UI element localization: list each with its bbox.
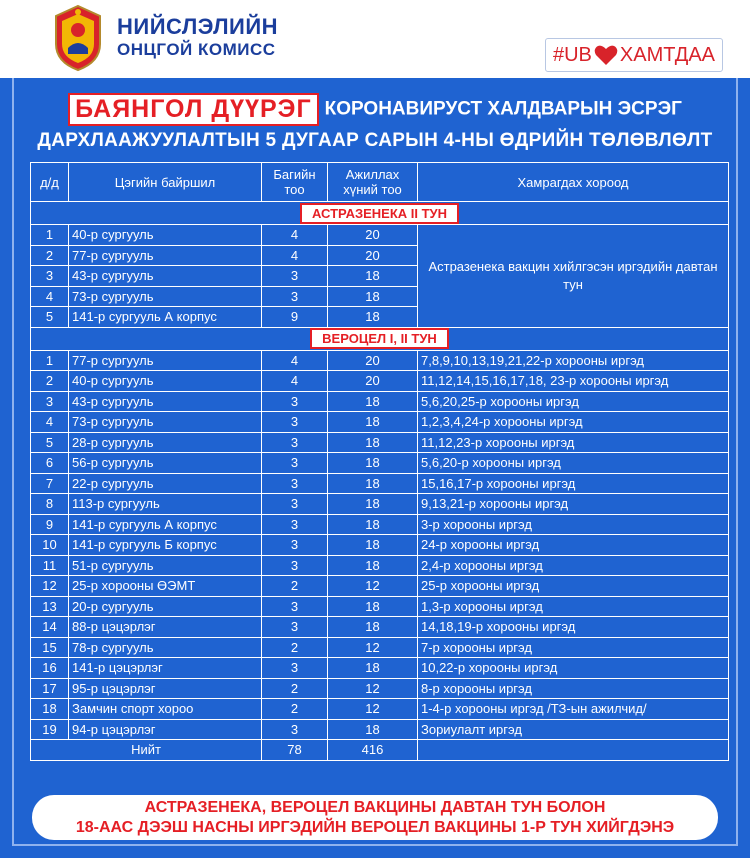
row-coverage: Астразенека вакцин хийлгэсэн иргэдийн давтан тун [418, 225, 729, 328]
row-workers: 18 [328, 453, 418, 474]
row-workers: 12 [328, 678, 418, 699]
col-header-location: Цэгийн байршил [69, 163, 262, 202]
row-teams: 3 [262, 473, 328, 494]
table-row [31, 494, 729, 515]
row-coverage: 9,13,21-р хорооны иргэд [418, 494, 729, 515]
row-teams: 3 [262, 494, 328, 515]
row-number: 4 [31, 286, 69, 307]
row-teams: 3 [262, 514, 328, 535]
section-header-verocell [31, 327, 729, 350]
row-workers: 12 [328, 699, 418, 720]
org-title-line2: ОНЦГОЙ КОМИСС [117, 40, 276, 59]
row-number: 18 [31, 699, 69, 720]
row-teams: 9 [262, 307, 328, 328]
row-number: 11 [31, 555, 69, 576]
total-teams: 78 [262, 740, 328, 761]
row-number: 2 [31, 245, 69, 266]
row-location: 94-р цэцэрлэг [69, 719, 262, 740]
row-location: Замчин спорт хороо [69, 699, 262, 720]
hashtag-right: ХАМТДАА [619, 43, 716, 66]
col-header-workers: Ажиллах хүний тоо [328, 163, 418, 202]
table-row [31, 658, 729, 679]
footer-banner [32, 795, 718, 840]
row-number: 5 [31, 307, 69, 328]
table-row [31, 514, 729, 535]
row-number: 19 [31, 719, 69, 740]
row-coverage: 7-р хорооны иргэд [418, 637, 729, 658]
row-coverage: 2,4-р хорооны иргэд [418, 555, 729, 576]
row-teams: 3 [262, 555, 328, 576]
org-title-line1: НИЙСЛЭЛИЙН [117, 14, 279, 39]
row-teams: 3 [262, 596, 328, 617]
heart-icon [594, 44, 618, 66]
row-number: 16 [31, 658, 69, 679]
row-number: 1 [31, 350, 69, 371]
row-workers: 18 [328, 494, 418, 515]
row-location: 141-р сургууль А корпус [69, 307, 262, 328]
hashtag-badge [545, 38, 723, 72]
row-workers: 18 [328, 307, 418, 328]
row-coverage: 5,6,20-р хорооны иргэд [418, 453, 729, 474]
row-location: 77-р сургууль [69, 245, 262, 266]
table-row [31, 535, 729, 556]
row-number: 12 [31, 576, 69, 597]
table-row [31, 371, 729, 392]
row-number: 3 [31, 391, 69, 412]
footer-line2: 18-ААС ДЭЭШ НАСНЫ ИРГЭДИЙН ВЕРОЦЕЛ ВАКЦИНЫ 1-Р ТУН ХИЙГДЭНЭ [75, 819, 675, 836]
row-teams: 3 [262, 453, 328, 474]
table-row [31, 617, 729, 638]
row-location: 22-р сургууль [69, 473, 262, 494]
row-location: 43-р сургууль [69, 391, 262, 412]
row-number: 9 [31, 514, 69, 535]
row-workers: 20 [328, 371, 418, 392]
col-header-teams: Багийн тоо [262, 163, 328, 202]
col-header-no: д/д [31, 163, 69, 202]
header-bar [0, 0, 750, 78]
row-location: 51-р сургууль [69, 555, 262, 576]
district-badge: БАЯНГОЛ ДҮҮРЭГ [68, 93, 319, 126]
row-coverage: Зориулалт иргэд [418, 719, 729, 740]
row-location: 43-р сургууль [69, 266, 262, 287]
row-teams: 4 [262, 245, 328, 266]
row-coverage: 10,22-р хорооны иргэд [418, 658, 729, 679]
total-workers: 416 [328, 740, 418, 761]
table-row [31, 350, 729, 371]
row-teams: 4 [262, 371, 328, 392]
row-workers: 18 [328, 391, 418, 412]
row-teams: 3 [262, 391, 328, 412]
row-coverage: 11,12,23-р хорооны иргэд [418, 432, 729, 453]
table-row [31, 576, 729, 597]
row-workers: 18 [328, 617, 418, 638]
row-location: 28-р сургууль [69, 432, 262, 453]
row-location: 95-р цэцэрлэг [69, 678, 262, 699]
table-row [31, 678, 729, 699]
total-row [31, 740, 729, 761]
table-header-row [31, 163, 729, 202]
row-teams: 3 [262, 617, 328, 638]
table-row [31, 699, 729, 720]
title-rest: КОРОНАВИРУСТ ХАЛДВАРЫН ЭСРЭГ [324, 98, 682, 120]
row-teams: 4 [262, 225, 328, 246]
row-coverage: 7,8,9,10,13,19,21,22-р хорооны иргэд [418, 350, 729, 371]
row-location: 77-р сургууль [69, 350, 262, 371]
row-location: 113-р сургууль [69, 494, 262, 515]
row-teams: 3 [262, 658, 328, 679]
table-row [31, 596, 729, 617]
table-row [31, 473, 729, 494]
city-emblem-icon [50, 4, 106, 72]
row-number: 10 [31, 535, 69, 556]
row-teams: 3 [262, 286, 328, 307]
table-row [31, 637, 729, 658]
row-coverage: 5,6,20,25-р хорооны иргэд [418, 391, 729, 412]
row-location: 88-р цэцэрлэг [69, 617, 262, 638]
row-workers: 18 [328, 719, 418, 740]
row-coverage: 15,16,17-р хорооны иргэд [418, 473, 729, 494]
row-location: 56-р сургууль [69, 453, 262, 474]
row-coverage: 3-р хорооны иргэд [418, 514, 729, 535]
row-coverage: 8-р хорооны иргэд [418, 678, 729, 699]
row-coverage: 1,3-р хорооны иргэд [418, 596, 729, 617]
row-teams: 3 [262, 266, 328, 287]
row-teams: 2 [262, 637, 328, 658]
row-workers: 18 [328, 412, 418, 433]
row-location: 40-р сургууль [69, 225, 262, 246]
row-coverage: 1,2,3,4,24-р хорооны иргэд [418, 412, 729, 433]
row-coverage: 14,18,19-р хорооны иргэд [418, 617, 729, 638]
table-body [31, 202, 729, 761]
row-workers: 18 [328, 658, 418, 679]
row-teams: 4 [262, 350, 328, 371]
row-workers: 18 [328, 432, 418, 453]
row-teams: 2 [262, 699, 328, 720]
footer-line1: АСТРАЗЕНЕКА, ВЕРОЦЕЛ ВАКЦИНЫ ДАВТАН ТУН БОЛОН [144, 799, 606, 816]
section-title: АСТРАЗЕНЕКА II ТУН [300, 203, 459, 224]
row-location: 20-р сургууль [69, 596, 262, 617]
total-label: Нийт [31, 740, 262, 761]
row-workers: 20 [328, 350, 418, 371]
row-workers: 18 [328, 473, 418, 494]
col-header-coverage: Хамрагдах хороод [418, 163, 729, 202]
table-row [31, 555, 729, 576]
row-workers: 20 [328, 245, 418, 266]
total-empty [418, 740, 729, 761]
row-teams: 3 [262, 432, 328, 453]
row-workers: 12 [328, 576, 418, 597]
row-location: 25-р хорооны ӨЭМТ [69, 576, 262, 597]
row-teams: 2 [262, 678, 328, 699]
row-teams: 3 [262, 535, 328, 556]
row-workers: 18 [328, 266, 418, 287]
row-number: 13 [31, 596, 69, 617]
row-location: 73-р сургууль [69, 412, 262, 433]
row-location: 40-р сургууль [69, 371, 262, 392]
row-number: 5 [31, 432, 69, 453]
table-row [31, 719, 729, 740]
row-number: 2 [31, 371, 69, 392]
table-row [31, 453, 729, 474]
row-teams: 3 [262, 719, 328, 740]
row-number: 3 [31, 266, 69, 287]
row-number: 14 [31, 617, 69, 638]
section-header-astrazeneca [31, 202, 729, 225]
row-workers: 20 [328, 225, 418, 246]
row-number: 4 [31, 412, 69, 433]
row-coverage: 1-4-р хорооны иргэд /ТЗ-ын ажилчид/ [418, 699, 729, 720]
table-row [31, 432, 729, 453]
row-location: 141-р сургууль Б корпус [69, 535, 262, 556]
row-teams: 3 [262, 412, 328, 433]
table-row [31, 412, 729, 433]
row-coverage: 24-р хорооны иргэд [418, 535, 729, 556]
table-row [31, 225, 729, 246]
row-number: 6 [31, 453, 69, 474]
row-number: 1 [31, 225, 69, 246]
row-location: 141-р сургууль А корпус [69, 514, 262, 535]
section-title: ВЕРОЦЕЛ I, II ТУН [310, 328, 449, 349]
row-workers: 18 [328, 286, 418, 307]
row-number: 8 [31, 494, 69, 515]
row-workers: 18 [328, 535, 418, 556]
vaccination-plan-table [30, 162, 729, 761]
row-coverage: 25-р хорооны иргэд [418, 576, 729, 597]
plan-title-line2: ДАРХЛААЖУУЛАЛТЫН 5 ДУГААР САРЫН 4-НЫ ӨДРИЙН ТӨЛӨВЛӨЛТ [37, 130, 713, 151]
table-row [31, 391, 729, 412]
row-workers: 18 [328, 596, 418, 617]
row-coverage: 11,12,14,15,16,17,18, 23-р хорооны иргэд [418, 371, 729, 392]
row-location: 73-р сургууль [69, 286, 262, 307]
hashtag-left: #UB [552, 43, 592, 66]
row-teams: 2 [262, 576, 328, 597]
row-number: 17 [31, 678, 69, 699]
row-workers: 18 [328, 514, 418, 535]
row-number: 15 [31, 637, 69, 658]
row-location: 78-р сургууль [69, 637, 262, 658]
row-workers: 12 [328, 637, 418, 658]
plan-title-line1 [0, 93, 750, 126]
row-workers: 18 [328, 555, 418, 576]
row-location: 141-р цэцэрлэг [69, 658, 262, 679]
row-number: 7 [31, 473, 69, 494]
